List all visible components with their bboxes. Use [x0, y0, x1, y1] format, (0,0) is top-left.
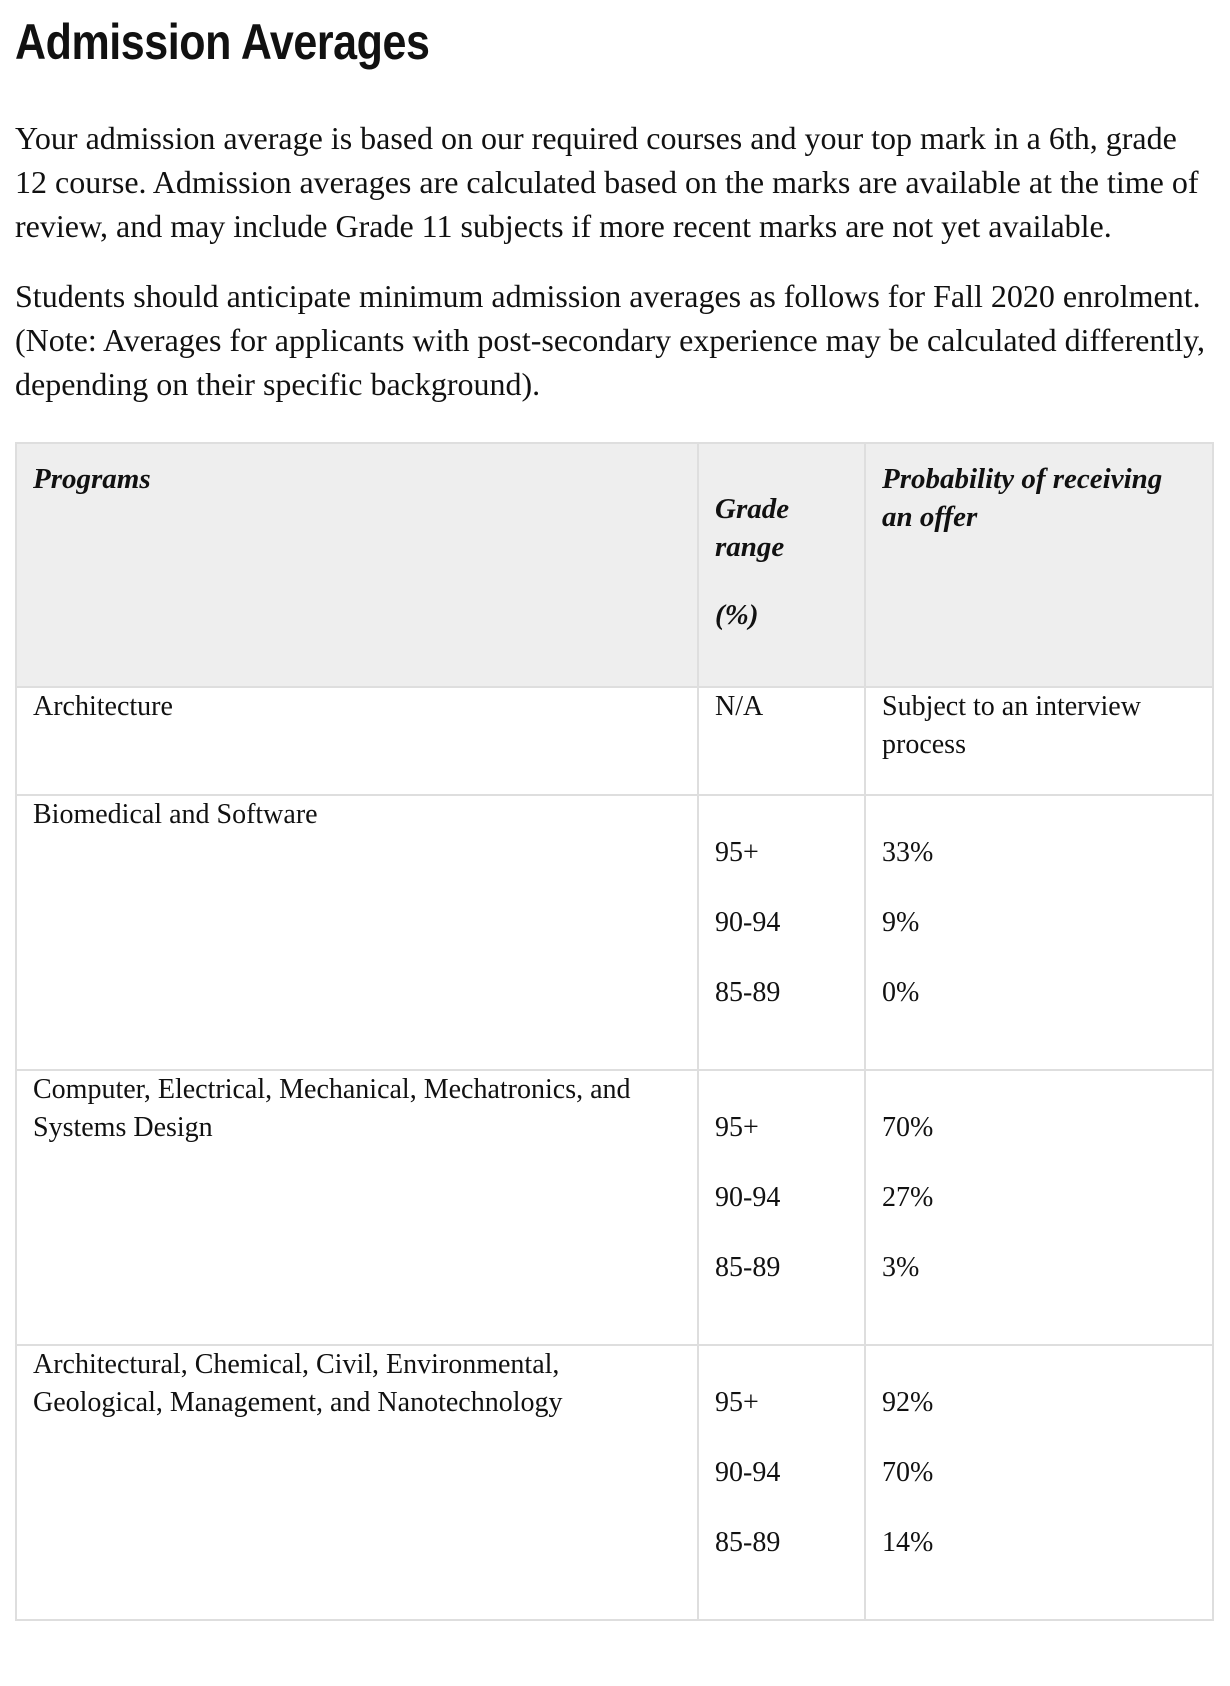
grade-cell — [698, 1345, 865, 1620]
admission-averages-table — [15, 442, 1214, 1621]
grade-cell — [698, 1070, 865, 1345]
probability-cell — [865, 1070, 1213, 1345]
grade-value: 85-89 — [715, 1527, 781, 1558]
probability-value: 27% — [882, 1182, 934, 1213]
table-header-row — [16, 443, 1213, 687]
intro-paragraph: Your admission average is based on our required courses and your top mark in a 6th, grade 12 course. Admission averages are calculated based on the marks are available at the time of review, and may include Grade 11 subjects if more recent marks are not yet available. — [15, 120, 1199, 244]
grade-value: 95+ — [715, 1112, 759, 1143]
header-programs-label: Programs — [33, 463, 151, 495]
header-probability-label: Probability of receiving an offer — [882, 463, 1163, 533]
grade-cell: N/A — [698, 687, 865, 795]
page-title: Admission Averages — [15, 14, 430, 70]
probability-value: 0% — [882, 977, 920, 1008]
grade-value: 85-89 — [715, 977, 781, 1008]
program-cell: Biomedical and Software — [16, 795, 698, 1070]
grade-value: 95+ — [715, 837, 759, 868]
grade-cell — [698, 795, 865, 1070]
header-programs — [16, 443, 698, 687]
table-row — [16, 1345, 1213, 1620]
grade-value: 90-94 — [715, 907, 781, 938]
table-row — [16, 687, 1213, 795]
table-row — [16, 1070, 1213, 1345]
probability-value: 92% — [882, 1387, 934, 1418]
program-cell: Architecture — [16, 687, 698, 795]
table-row — [16, 795, 1213, 1070]
grade-value: 95+ — [715, 1387, 759, 1418]
probability-cell: Subject to an interview process — [865, 687, 1213, 795]
header-grade-range-label: Grade range — [715, 493, 790, 563]
probability-cell — [865, 795, 1213, 1070]
header-grade-unit: (%) — [715, 599, 759, 631]
probability-value: 70% — [882, 1112, 934, 1143]
header-grade-range — [698, 443, 865, 687]
note-paragraph: Students should anticipate minimum admission averages as follows for Fall 2020 enrolment. (Note: Averages for applicants with post-secondary experience may be calculated differently, depending on their specific background). — [15, 278, 1206, 402]
probability-value: 70% — [882, 1457, 934, 1488]
probability-value: 3% — [882, 1252, 920, 1283]
probability-value: 33% — [882, 837, 934, 868]
probability-value: 14% — [882, 1527, 934, 1558]
probability-cell — [865, 1345, 1213, 1620]
program-cell: Computer, Electrical, Mechanical, Mechatronics, and Systems Design — [16, 1070, 698, 1345]
grade-value: 90-94 — [715, 1182, 781, 1213]
header-probability — [865, 443, 1213, 687]
probability-value: 9% — [882, 907, 920, 938]
grade-value: 85-89 — [715, 1252, 781, 1283]
program-cell: Architectural, Chemical, Civil, Environmental, Geological, Management, and Nanotechnology — [16, 1345, 698, 1620]
grade-value: 90-94 — [715, 1457, 781, 1488]
